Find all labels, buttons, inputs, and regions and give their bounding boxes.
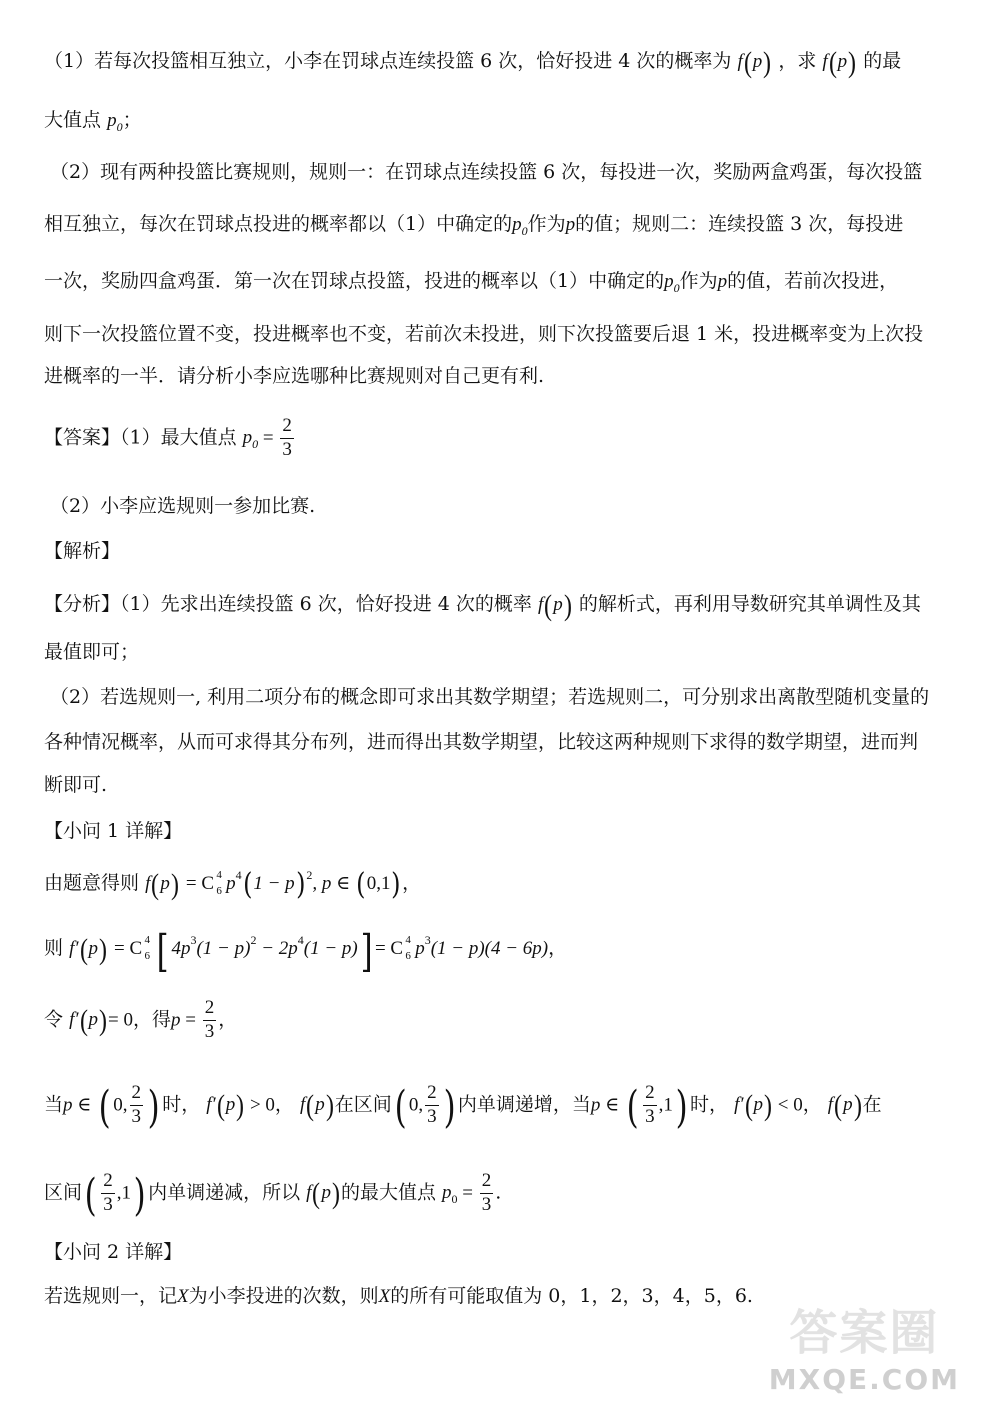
f-of-p: f(p)	[822, 46, 857, 79]
q2-line-4: 则下一次投篮位置不变，投进概率也不变，若前次未投进，则下次投篮要后退 1 米，投进概率变为上次投	[44, 323, 924, 345]
q2-line-2: 相互独立，每次在罚球点投进的概率都以（1）中确定的$p_0$作为p的值；规则二：连续投篮 3 次，每投进	[44, 213, 904, 238]
answer-line-1: 【答案】（1）最大值点 $p_0$ = $\frac{2}{3}$	[44, 415, 292, 460]
fx-line-2: 最值即可；	[44, 641, 140, 663]
fx-line-1: 【分析】（1）先求出连续投篮 6 次，恰好投进 4 次的概率 f(p) 的解析式，再利用导数研究其单调性及其	[44, 589, 921, 622]
fx-line-4: 各种情况概率，从而可求得其分布列，进而得出其数学期望，比较这两种规则下求得的数学期望，进而判	[44, 731, 919, 753]
q1-line-1: （1）若每次投篮相互独立，小李在罚球点连续投篮 6 次，恰好投进 4 次的概率为 f(p) ，求 f(p) 的最	[44, 46, 902, 79]
binomial-coefficient: C 4 6	[201, 869, 222, 897]
q2-line-1: （2）现有两种投篮比赛规则，规则一：在罚球点连续投篮 6 次，每投进一次，奖励两盒鸡蛋，每次投篮	[50, 161, 923, 183]
p0-symbol: $p_0$	[107, 110, 123, 134]
s1-line-d: 当p ∈ ( 0, $\frac{2}{3}$ ) 时， f′(p) > 0， f(p)在区间( 0, $\frac{2}{3}$ ) 内单调递增，当p ∈ ( $\frac{2}{3}$ ,1) 时， f′(p) < 0， f(p)在	[44, 1082, 882, 1134]
s1-line-c: 令 f′(p)= 0，得p = $\frac{2}{3}$ ，	[44, 997, 238, 1042]
sub1-label: 【小问 1 详解】	[44, 820, 183, 842]
q2-line-3: 一次，奖励四盒鸡蛋．第一次在罚球点投篮，投进的概率以（1）中确定的$p_0$作为p的值，若前次投进，	[44, 270, 899, 295]
fx-line-5: 断即可.	[44, 774, 108, 796]
sub2-label: 【小问 2 详解】	[44, 1241, 183, 1263]
q2-line-5: 进概率的一半．请分析小李应选哪种比赛规则对自己更有利.	[44, 365, 545, 387]
answer-line-2: （2）小李应选规则一参加比赛.	[50, 495, 316, 517]
s2-line-a: 若选规则一，记X为小李投进的次数，则X的所有可能取值为 0，1，2，3，4，5，6.	[44, 1285, 753, 1307]
fraction-two-thirds: $\frac{2}{3}$	[282, 415, 292, 460]
f-of-p: f(p)	[737, 46, 772, 79]
analysis-label: 【解析】	[44, 540, 121, 562]
q1-line-2: 大值点 $p_0$；	[44, 109, 142, 134]
s1-line-a: 由题意得则 f(p) = C 4 6 $p^4(1 - p)^2$, p ∈ (0,1)，	[44, 867, 422, 902]
s1-line-b: 则 f′(p) = C 4 6 [ $4p^3(1 - p)^2 - 2p^4(1 - p)] = C$ 4 6 $p^3(1 - p)(4 - 6p)$，	[44, 926, 568, 977]
s1-line-e: 区间( $\frac{2}{3}$ ,1) 内单调递减，所以 f(p)的最大值点 $p_0$ = $\frac{2}{3}$ .	[44, 1170, 502, 1222]
watermark-logo: 答案圈 MXQE.COM	[768, 1305, 960, 1396]
fx-line-3: （2）若选规则一, 利用二项分布的概念即可求出其数学期望；若选规则二，可分别求出离散型随机变量的	[50, 686, 930, 708]
